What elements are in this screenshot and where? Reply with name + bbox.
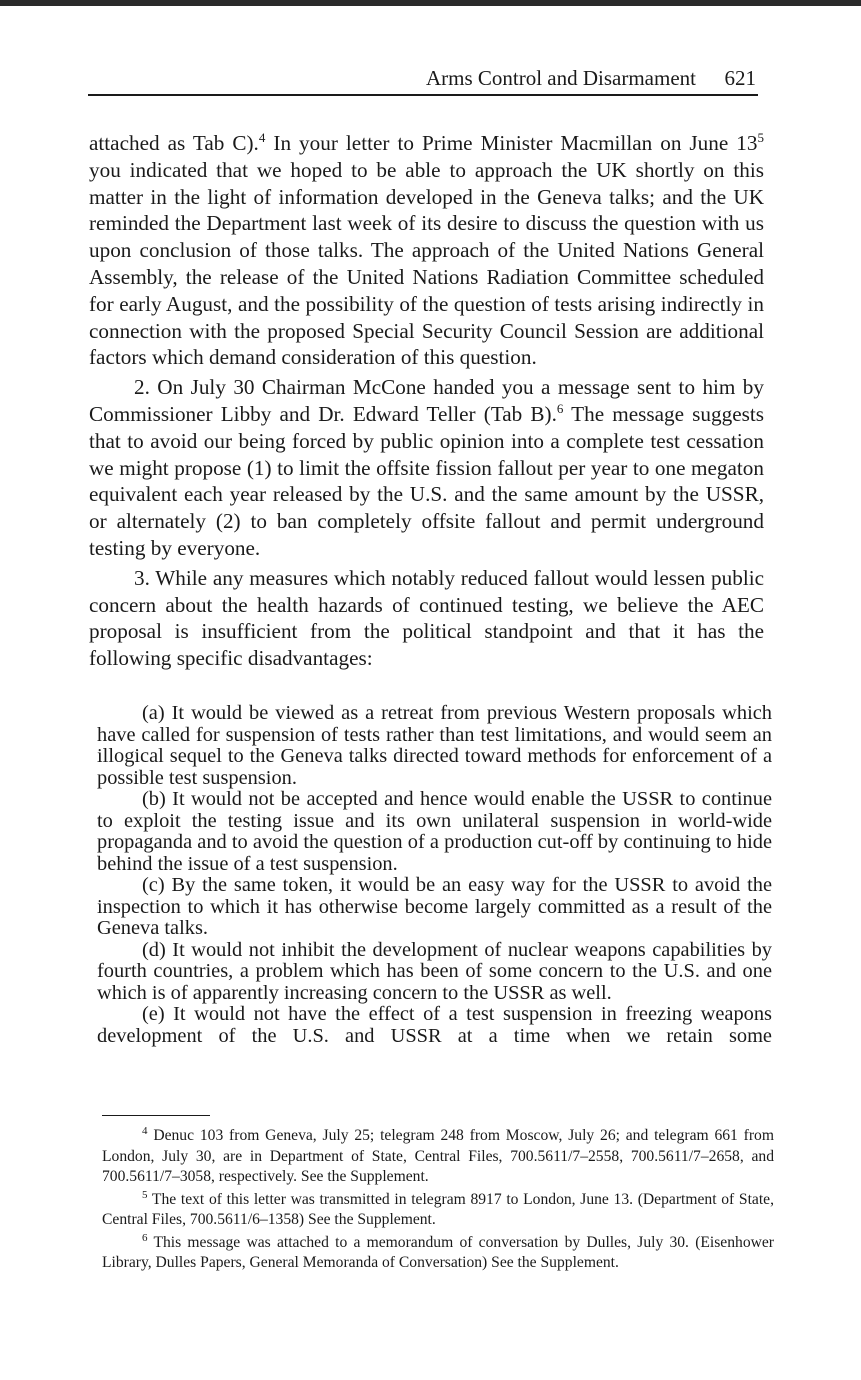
- page-number: 621: [724, 66, 756, 90]
- paragraph-2: 2. On July 30 Chairman McCone handed you a message sent to him by Commissioner Libby and Dr. Edward Teller (Tab B).$^6$ The message suggests that to avoid our being forced by public opinion into a complete test cessation we might propose (1) to limit the offsite fission fallout per year to one megaton equivalent each year released by the U.S. and the same amount by the USSR, or alternately (2) to ban completely offsite fallout and permit underground testing by everyone.: [89, 375, 764, 560]
- list-item-c: (c) By the same token, it would be an easy way for the USSR to avoid the inspection to which it has otherwise become largely committed as a result of the Geneva talks.: [97, 874, 772, 939]
- footnote-4: $^4$ Denuc 103 from Geneva, July 25; telegram 248 from Moscow, July 26; and telegram 661 from London, July 30, are in Department of State, Central Files, 700.5611/7–2558, 700.5611/7–2658, and 700.5611/7–3058, respectively. See the Supplement.: [102, 1124, 774, 1185]
- footnote-mark: 5: [142, 1188, 148, 1201]
- footnote-ref-5[interactable]: 5: [757, 129, 764, 145]
- running-header: [88, 64, 758, 96]
- list-item-b: (b) It would not be accepted and hence would enable the USSR to continue to exploit the testing issue and its own unilateral suspension in world-wide propaganda and to avoid the question of a production cut-off by continuing to hide behind the issue of a test suspension.: [97, 788, 772, 875]
- scan-top-edge: [0, 0, 861, 6]
- footnote-divider: [102, 1115, 210, 1116]
- footnote-6: $^6$ This message was attached to a memorandum of conversation by Dulles, July 30. (Eisenhower Library, Dulles Papers, General Memoranda of Conversation) See the Supplement.: [102, 1231, 774, 1271]
- footnote-mark: 6: [142, 1231, 148, 1244]
- paragraph-1: attached as Tab C).$^4$ In your letter to Prime Minister Macmillan on June $13^5$ you indicated that we hoped to be able to approach the UK shortly on this matter in the light of information developed in the Geneva talks; and the UK reminded the Department last week of its desire to discuss the question with us upon conclusion of those talks. The approach of the United Nations General Assembly, the release of the United Nations Radiation Committee scheduled for early August, and the possibility of the question of tests arising indirectly in connection with the proposed Special Security Council Session are additional factors which demand consideration of this question.: [89, 129, 764, 370]
- footnote-ref-6[interactable]: 6: [556, 400, 564, 416]
- footnote-ref-4[interactable]: 4: [258, 129, 266, 145]
- main-text: [89, 130, 764, 672]
- footnote-mark: 4: [142, 1124, 148, 1137]
- footnote-5: $^5$ The text of this letter was transmitted in telegram 8917 to London, June 13. (Department of State, Central Files, 700.5611/6–1358) See the Supplement.: [102, 1188, 774, 1228]
- footnotes: [102, 1126, 774, 1274]
- disadvantages-list: [97, 703, 772, 1047]
- paragraph-3: 3. While any measures which notably reduced fallout would lessen public concern about the health hazards of continued testing, we believe the AEC proposal is insufficient from the political standpoint and that it has the following specific disadvantages:: [89, 565, 764, 671]
- list-item-a: (a) It would be viewed as a retreat from previous Western proposals which have called for suspension of tests rather than test limitations, and would seem an illogical sequel to the Geneva talks directed toward methods for enforcement of a possible test suspension.: [97, 702, 772, 789]
- list-item-e: (e) It would not have the effect of a test suspension in freezing weapons development of the U.S. and USSR at a time when we retain some: [97, 1003, 772, 1047]
- running-title: Arms Control and Disarmament: [425, 66, 696, 90]
- list-item-d: (d) It would not inhibit the development of nuclear weapons capabilities by fourth countries, a problem which has been of some concern to the U.S. and one which is of apparently increasing concern to the USSR as well.: [97, 938, 772, 1004]
